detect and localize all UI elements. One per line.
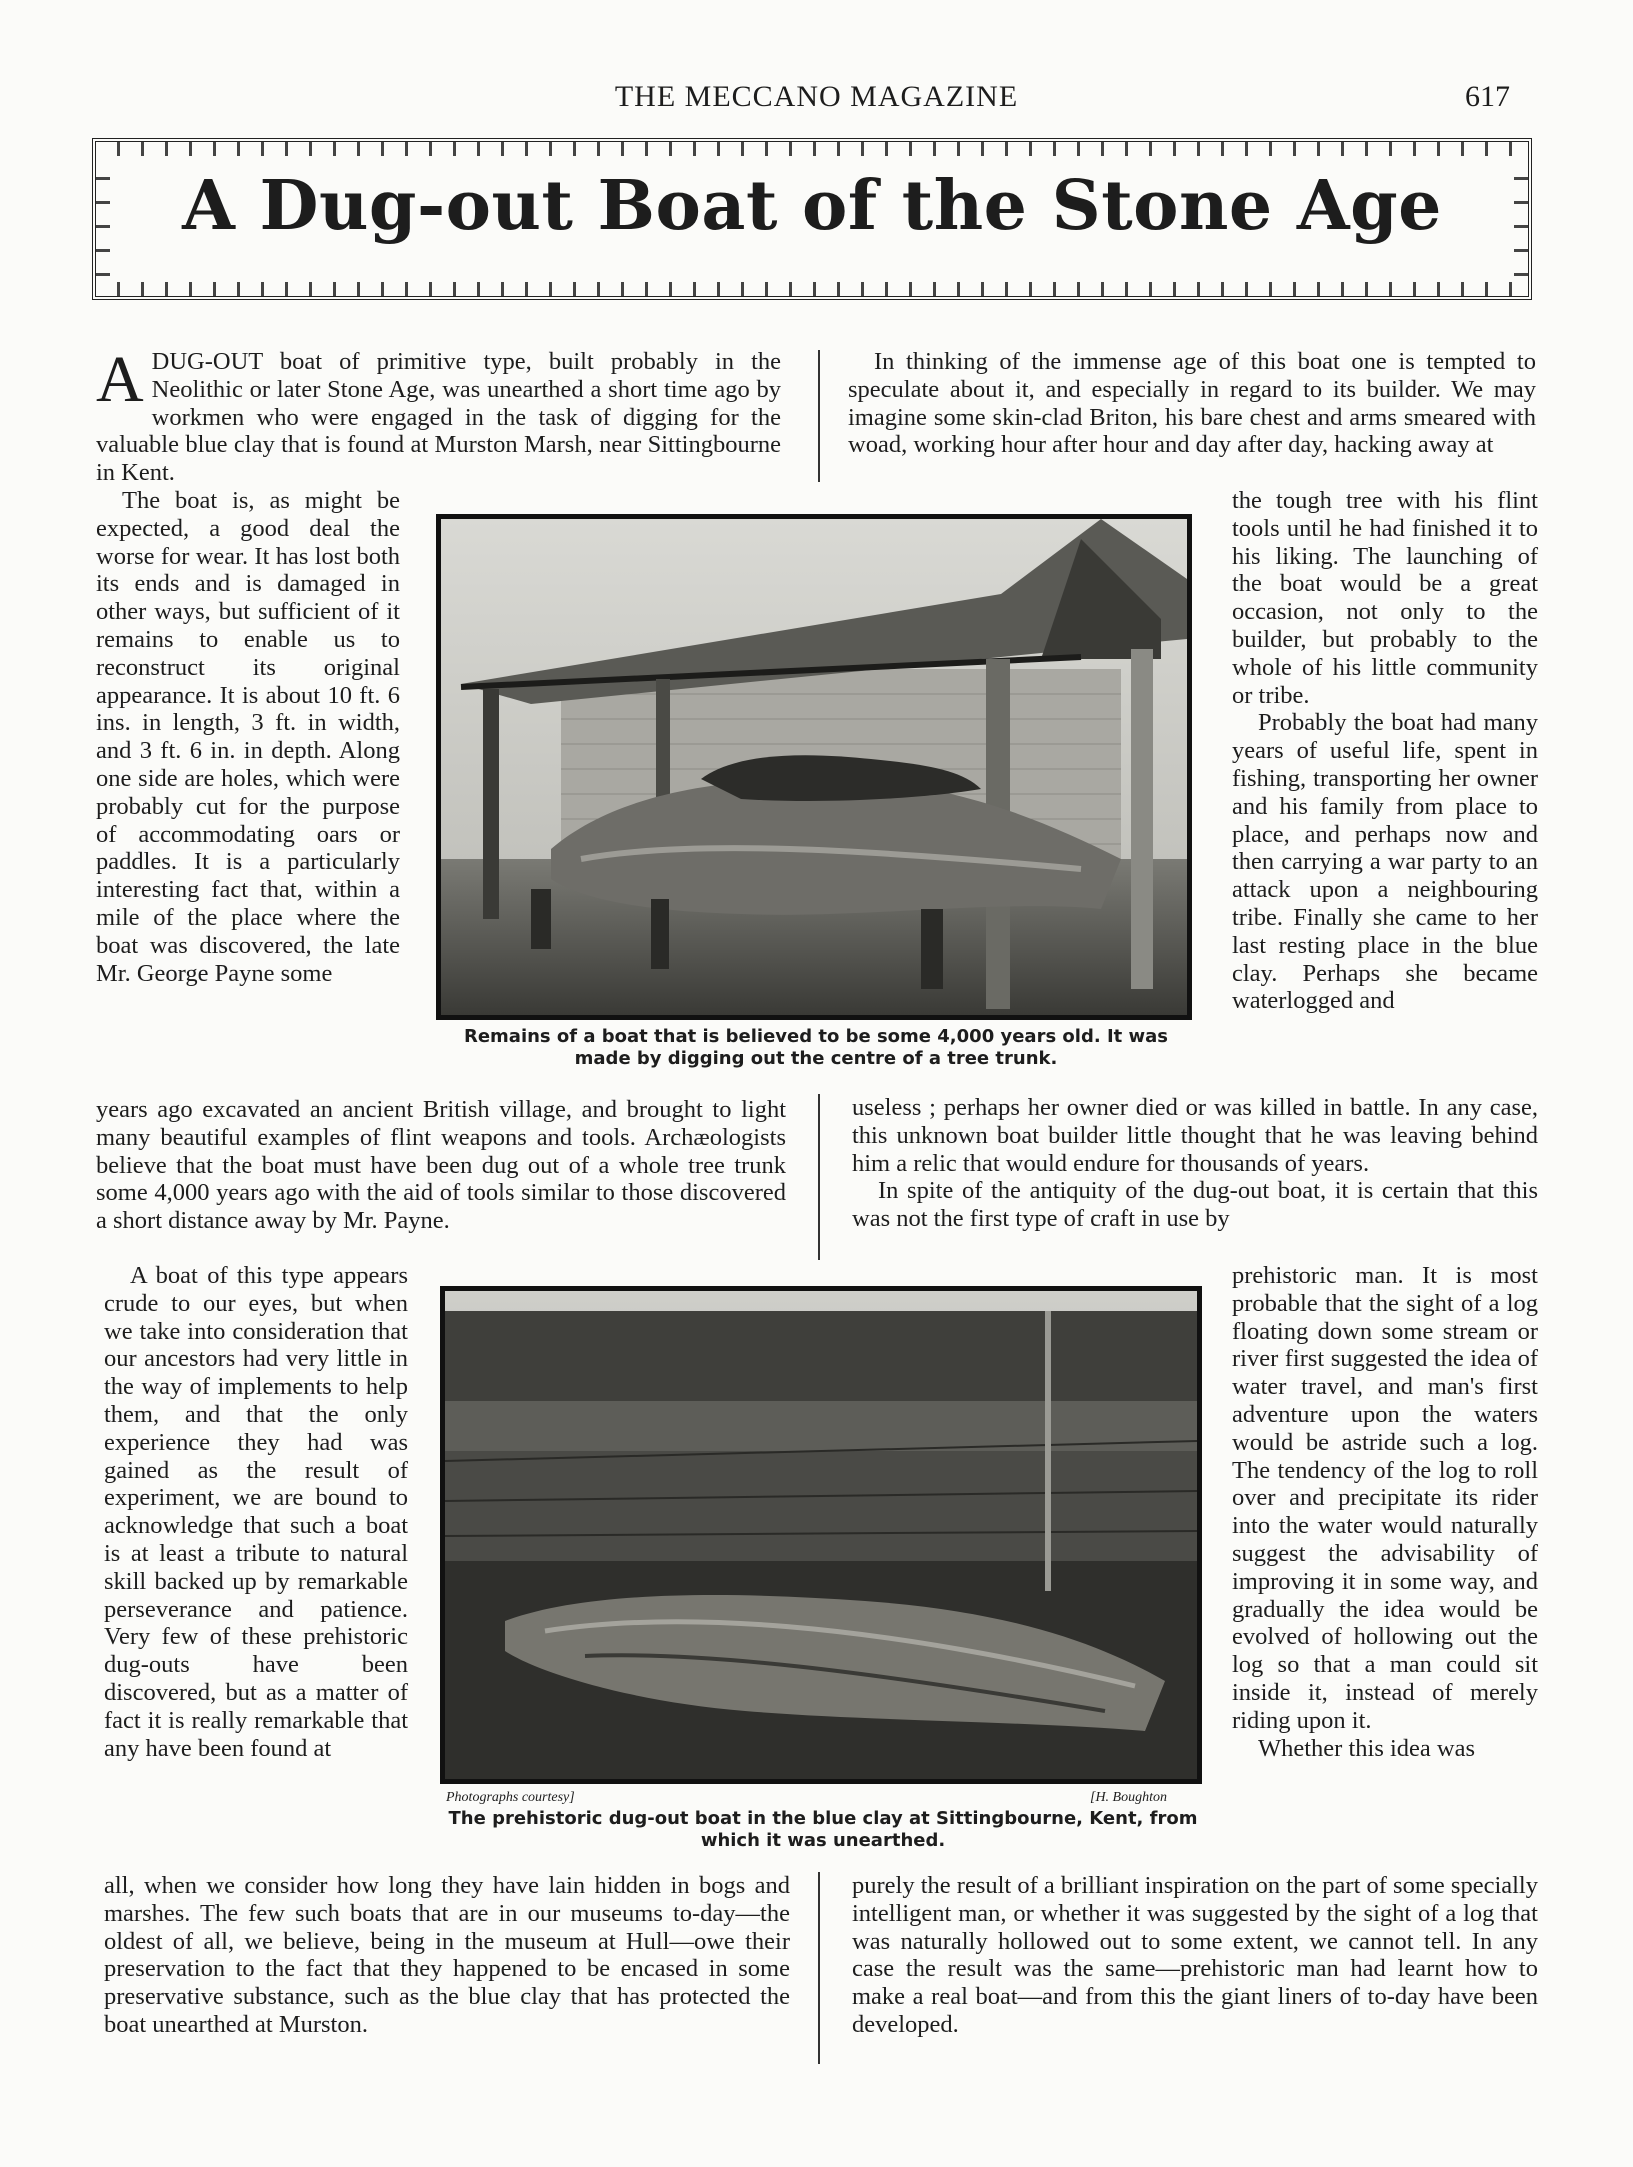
column-rule-middle	[818, 1094, 820, 1260]
boat-shelter-photo-illustration	[441, 519, 1187, 1015]
intro-paragraph: DUG-OUT boat of primitive type, built probably in the Neolithic or later Stone Age, was unearthed a short time ago by workmen who were engaged in the task of digging for the valuable blue clay that is found at Murston Marsh, near Sittingbourne in Kent.	[96, 348, 781, 487]
left-column-text-3	[104, 1262, 408, 1762]
paragraph-conclusion: purely the result of a brilliant inspiration on the part of some specially intelligent man, or whether it was suggested by the sight of a log that was naturally hollowed out to some extent, we cannot tell. In any case the result was the same—prehistoric man had learnt how to make a real boat—and from this the giant liners of to-day have been developed.	[852, 1872, 1538, 2038]
paragraph-launching: the tough tree with his flint tools until he had finished it to his liking. The launching of the boat would be a great occasion, not only to the builder, but probably to the whole of his little community or tribe.	[1232, 487, 1538, 709]
paragraph-log-floating: prehistoric man. It is most probable that the sight of a log floating down some stream or river first suggested the idea of water travel, and man's first adventure upon the waters would be astride such a log. The tendency of the log to roll over and precipitate its rider into the water would naturally suggest the advisability of improving it in some way, and gradually the idea would be evolved of hollowing out the log so that a man could sit inside it, instead of merely riding upon it.	[1232, 1262, 1538, 1734]
left-column-text-1	[96, 487, 400, 987]
photo-clay-pit-excavation	[440, 1286, 1202, 1784]
paragraph-preservation: all, when we consider how long they have lain hidden in bogs and marshes. The few such boats that are in our museums to-day—the oldest of all, we believe, being in the museum at Hull—owe their preservation to the fact that they happened to be encased in some preservative substance, such as the blue clay that has protected the boat unearthed at Murston.	[104, 1872, 790, 2038]
paragraph-builder: In thinking of the immense age of this boat one is tempted to speculate about it, and especially in regard to its builder. We may imagine some skin-clad Briton, his bare chest and arms smeared with woad, working hour after hour and day after day, hacking away at	[848, 348, 1536, 459]
column-rule-top	[818, 350, 820, 482]
paragraph-relic: useless ; perhaps her owner died or was killed in battle. In any case, this unknown boat builder little thought that he was leaving behind him a relic that would endure for thousands of years.	[852, 1094, 1538, 1177]
paragraph-useful-life: Probably the boat had many years of useful life, spent in fishing, transporting her owner and his family from place to place, and perhaps now and then carrying a war party to an attack upon a neighbouring tribe. Finally she came to her last resting place in the blue clay. Perhaps she became waterlogged and	[1232, 709, 1538, 1015]
paragraph-whether: Whether this idea was	[1258, 1734, 1476, 1762]
drop-cap: A	[96, 343, 144, 416]
right-column-text-3	[852, 1094, 1538, 1233]
photo-2-caption: The prehistoric dug-out boat in the blue clay at Sittingbourne, Kent, from which it was unearthed.	[448, 1808, 1198, 1851]
left-column-text-2	[96, 1096, 786, 1235]
paragraph-antiquity: In spite of the antiquity of the dug-out boat, it is certain that this was not the first type of craft in use by	[852, 1177, 1538, 1233]
left-column-text-4	[104, 1872, 790, 2039]
paragraph-crude-boat: A boat of this type appears crude to our eyes, but when we take into consideration that our ancestors had very little in the way of implements to help them, and that the only experience they had was gained as the result of experiment, we are bound to acknowledge that such a boat is at least a tribute to natural skill backed up by remarkable perseverance and patience. Very few of these prehistoric dug-outs have been discovered, but as a matter of fact it is really remarkable that any have been found at	[104, 1262, 408, 1762]
right-column-text-4	[1232, 1262, 1538, 1762]
page-number: 617	[1465, 80, 1510, 113]
right-column-text-5	[852, 1872, 1538, 2039]
article-title: A Dug-out Boat of the Stone Age	[182, 166, 1442, 246]
right-column-text-2	[1232, 487, 1538, 1015]
paragraph-archaeologists: years ago excavated an ancient British village, and brought to light many beautiful examples of flint weapons and tools. Archæologists believe that the boat must have been dug out of a whole tree trunk some 4,000 years ago with the aid of tools similar to those discovered a short distance away by Mr. Payne.	[96, 1096, 786, 1235]
column-rule-bottom	[818, 1872, 820, 2064]
paragraph-boat-condition: The boat is, as might be expected, a good deal the worse for wear. It has lost both its ends and is damaged in other ways, but sufficient of it remains to enable us to reconstruct its original appearance. It is about 10 ft. 6 ins. in length, 3 ft. in width, and 3 ft. 6 in. in depth. Along one side are holes, which were probably cut for the purpose of accommodating oars or paddles. It is a particularly interesting fact that, within a mile of the place where the boat was discovered, the late Mr. George Payne some	[96, 487, 400, 987]
photo-credit-right: [H. Boughton	[1090, 1790, 1167, 1805]
right-column-text-1	[848, 348, 1536, 459]
title-border-box	[92, 138, 1532, 300]
magazine-running-head: THE MECCANO MAGAZINE	[614, 80, 1019, 113]
photo-boat-under-shelter	[436, 514, 1192, 1020]
photo-credit-left: Photographs courtesy]	[446, 1790, 575, 1805]
intro-paragraph-block	[96, 343, 781, 487]
clay-pit-photo-illustration	[445, 1291, 1197, 1779]
photo-1-caption: Remains of a boat that is believed to be some 4,000 years old. It was made by digging out the centre of a tree trunk.	[463, 1026, 1169, 1069]
